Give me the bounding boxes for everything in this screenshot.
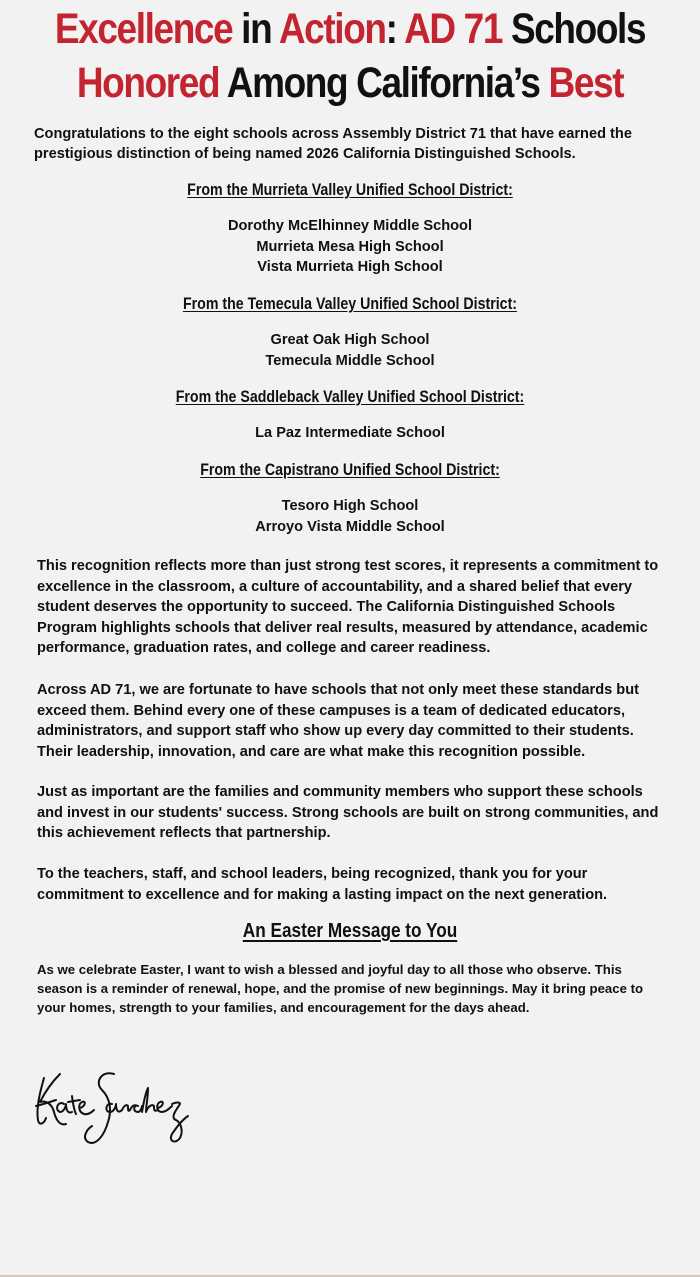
- headline-word: in: [232, 5, 279, 53]
- intro-paragraph: Congratulations to the eight schools across Assembly District 71 that have earned the prestigious distinction of being named 2026 California Distinguished Schools.: [34, 126, 632, 162]
- headline-word: :: [385, 5, 405, 53]
- school-item: Dorothy McElhinney Middle School: [227, 218, 473, 234]
- headline-word: Honored: [76, 59, 220, 107]
- easter-heading: An Easter Message to You: [242, 920, 458, 942]
- school-item: Great Oak High School: [270, 332, 430, 348]
- signature-image: [30, 1060, 190, 1155]
- school-item: Tesoro High School: [281, 498, 419, 514]
- headline-word: Best: [548, 59, 624, 107]
- district-heading: From the Saddleback Valley Unified School District:: [175, 388, 525, 406]
- school-item: La Paz Intermediate School: [255, 425, 445, 441]
- district-section-murrieta: [0, 181, 700, 278]
- district-section-temecula: [0, 295, 700, 371]
- school-item: Murrieta Mesa High School: [256, 238, 444, 255]
- headline-word: Among California’s: [219, 59, 549, 107]
- headline-word: Action: [278, 5, 386, 53]
- school-list: [0, 423, 700, 444]
- district-heading: From the Murrieta Valley Unified School District:: [187, 181, 513, 199]
- headline: [49, 0, 651, 110]
- body-paragraph: This recognition reflects more than just strong test scores, it represents a commitment to excellence in the classroom, a culture of accountability, and a shared belief that every student deserves the opportunity to succeed. The California Distinguished Schools Program highlights schools that deliver real results, measured by attendance, academic performance, graduation rates, and college and career readiness.: [37, 558, 659, 657]
- school-list: [0, 216, 700, 278]
- headline-line-1: [49, 2, 651, 56]
- district-section-saddleback: [0, 388, 700, 444]
- district-heading: From the Temecula Valley Unified School District:: [182, 295, 518, 313]
- school-item: Temecula Middle School: [265, 352, 435, 369]
- school-list: [0, 330, 700, 371]
- district-section-capistrano: [0, 461, 700, 537]
- body-paragraph: To the teachers, staff, and school leaders, being recognized, thank you for your commitment to excellence and for making a lasting impact on the next generation.: [37, 866, 608, 903]
- district-heading: From the Capistrano Unified School District:: [200, 461, 500, 479]
- school-item: Arroyo Vista Middle School: [255, 518, 445, 535]
- school-list: [0, 496, 700, 537]
- body-paragraph: Across AD 71, we are fortunate to have schools that not only meet these standards but exceed them. Behind every one of these campuses is a team of dedicated educators, administrators, and support staff who show up every day committed to their students. Their leadership, innovation, and care are what make this recognition possible.: [37, 682, 639, 760]
- school-item: Vista Murrieta High School: [257, 259, 443, 275]
- body-paragraph: Just as important are the families and community members who support these schools and invest in our students' success. Strong schools are built on strong communities, and this achievement reflects that partnership.: [37, 784, 659, 842]
- headline-word: AD 71: [404, 5, 503, 53]
- headline-line-2: [49, 56, 651, 110]
- headline-word: Excellence: [54, 5, 233, 53]
- easter-paragraph: As we celebrate Easter, I want to wish a blessed and joyful day to all those who observe. This season is a reminder of renewal, hope, and the promise of new beginnings. May it bring peace to your homes, strength to your families, and encouragement for the days ahead.: [37, 962, 644, 1015]
- headline-word: Schools: [502, 5, 646, 53]
